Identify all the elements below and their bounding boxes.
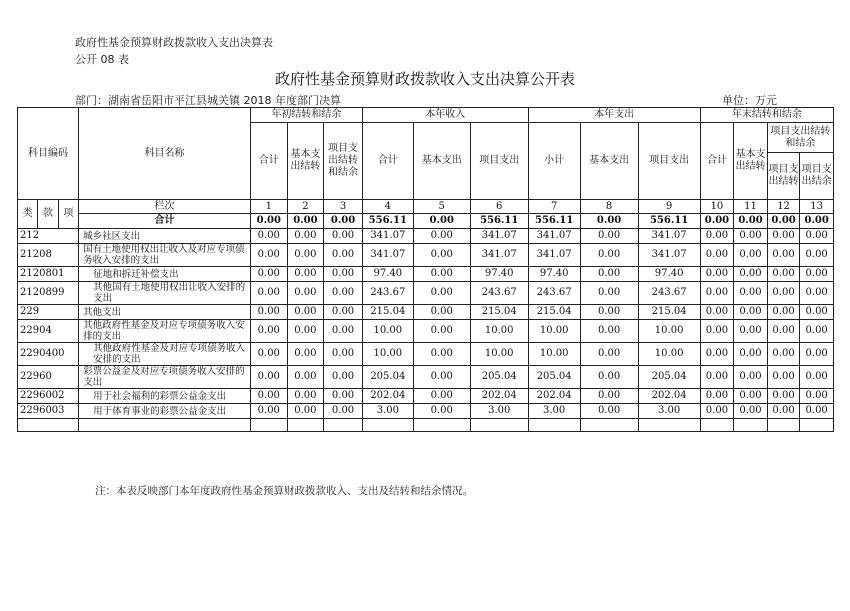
header-xiang: 项 <box>58 200 78 229</box>
amount-cell: 0.00 <box>700 267 734 282</box>
amount-cell: 0.00 <box>700 282 734 305</box>
amount-cell: 0.00 <box>324 244 363 267</box>
amount-cell: 341.07 <box>528 244 580 267</box>
amount-cell: 0.00 <box>767 267 800 282</box>
col-number: 4 <box>362 200 413 214</box>
amount-cell: 341.07 <box>362 229 413 244</box>
amount-cell: 0.00 <box>580 229 638 244</box>
table-number: 公开 08 表 <box>75 53 129 66</box>
amount-cell: 0.00 <box>324 366 363 389</box>
amount-cell: 0.00 <box>287 320 324 343</box>
amount-cell: 0.00 <box>580 282 638 305</box>
col-number: 11 <box>734 200 768 214</box>
subject-name: 国有土地使用权出让收入及对应专项债务收入安排的支出 <box>79 244 251 267</box>
final-accounts-table <box>17 107 834 432</box>
amount-cell: 341.07 <box>470 244 528 267</box>
col-number: 8 <box>580 200 638 214</box>
amount-cell: 10.00 <box>638 343 700 366</box>
subject-code: 2120801 <box>18 267 79 282</box>
amount-cell: 0.00 <box>800 267 834 282</box>
amount-cell: 0.00 <box>767 305 800 320</box>
amount-cell: 0.00 <box>324 282 363 305</box>
amount-cell: 0.00 <box>324 343 363 366</box>
table-row <box>18 244 834 267</box>
header-income-basic: 基本支出 <box>413 123 470 200</box>
amount-cell: 0.00 <box>800 404 834 419</box>
amount-cell: 0.00 <box>250 267 287 282</box>
amount-cell: 0.00 <box>800 305 834 320</box>
header-expense: 本年支出 <box>528 108 700 123</box>
amount-cell: 0.00 <box>324 229 363 244</box>
amount-cell: 0.00 <box>413 389 470 404</box>
header-end-project-group: 项目支出结转和结余 <box>767 123 833 153</box>
header-end-balance: 年末结转和结余 <box>700 108 833 123</box>
amount-cell: 0.00 <box>580 267 638 282</box>
col-number: 3 <box>324 200 363 214</box>
amount-cell: 97.40 <box>362 267 413 282</box>
col-number: 7 <box>528 200 580 214</box>
amount-cell: 0.00 <box>287 366 324 389</box>
header-begin-balance: 年初结转和结余 <box>250 108 362 123</box>
blank-row <box>18 419 834 432</box>
col-number: 1 <box>250 200 287 214</box>
subject-code: 2120899 <box>18 282 79 305</box>
amount-cell: 0.00 <box>287 229 324 244</box>
amount-cell: 202.04 <box>528 389 580 404</box>
table-row <box>18 282 834 305</box>
table-row <box>18 389 834 404</box>
amount-cell: 10.00 <box>470 320 528 343</box>
amount-cell: 0.00 <box>767 343 800 366</box>
col-number: 5 <box>413 200 470 214</box>
total-cell: 0.00 <box>700 214 734 229</box>
amount-cell: 205.04 <box>638 366 700 389</box>
subject-name: 其他支出 <box>79 305 251 320</box>
amount-cell: 0.00 <box>324 305 363 320</box>
amount-cell: 0.00 <box>580 244 638 267</box>
amount-cell: 0.00 <box>413 305 470 320</box>
unit-label: 单位：万元 <box>722 94 777 107</box>
header-income-project: 项目支出 <box>470 123 528 200</box>
amount-cell: 0.00 <box>700 305 734 320</box>
amount-cell: 0.00 <box>413 282 470 305</box>
amount-cell: 202.04 <box>638 389 700 404</box>
header-name: 科目名称 <box>79 108 251 200</box>
amount-cell: 0.00 <box>767 389 800 404</box>
amount-cell: 0.00 <box>734 244 768 267</box>
amount-cell: 0.00 <box>580 320 638 343</box>
amount-cell: 0.00 <box>287 389 324 404</box>
header-expense-subtotal: 小计 <box>528 123 580 200</box>
amount-cell: 0.00 <box>800 244 834 267</box>
amount-cell: 0.00 <box>734 343 768 366</box>
table-row <box>18 229 834 244</box>
subject-code: 22904 <box>18 320 79 343</box>
table-row <box>18 404 834 419</box>
amount-cell: 0.00 <box>287 267 324 282</box>
amount-cell: 10.00 <box>638 320 700 343</box>
col-number: 12 <box>767 200 800 214</box>
subject-name: 城乡社区支出 <box>79 229 251 244</box>
header-lanci: 栏次 <box>79 200 251 214</box>
subject-code: 212 <box>18 229 79 244</box>
amount-cell: 0.00 <box>287 404 324 419</box>
table-row <box>18 366 834 389</box>
header-end-total: 合计 <box>700 123 734 200</box>
amount-cell: 0.00 <box>734 267 768 282</box>
amount-cell: 0.00 <box>767 320 800 343</box>
col-number: 2 <box>287 200 324 214</box>
amount-cell: 0.00 <box>250 404 287 419</box>
total-cell: 0.00 <box>800 214 834 229</box>
total-cell: 0.00 <box>250 214 287 229</box>
amount-cell: 10.00 <box>528 343 580 366</box>
header-expense-project: 项目支出 <box>638 123 700 200</box>
header-begin-basic: 基本支出结转 <box>287 123 324 200</box>
amount-cell: 0.00 <box>734 305 768 320</box>
amount-cell: 205.04 <box>470 366 528 389</box>
subject-code: 21208 <box>18 244 79 267</box>
subject-code: 229 <box>18 305 79 320</box>
header-end-project-carry: 项目支出结转 <box>767 153 800 200</box>
amount-cell: 0.00 <box>250 282 287 305</box>
amount-cell: 0.00 <box>734 282 768 305</box>
header-end-basic: 基本支出结转 <box>734 123 768 200</box>
amount-cell: 0.00 <box>700 229 734 244</box>
total-cell: 0.00 <box>413 214 470 229</box>
amount-cell: 0.00 <box>250 366 287 389</box>
table-row <box>18 305 834 320</box>
subject-name: 其他政府性基金及对应专项债务收入安排的支出 <box>79 320 251 343</box>
amount-cell: 0.00 <box>250 320 287 343</box>
amount-cell: 0.00 <box>413 404 470 419</box>
amount-cell: 0.00 <box>800 366 834 389</box>
amount-cell: 0.00 <box>287 305 324 320</box>
total-cell: 556.11 <box>362 214 413 229</box>
amount-cell: 0.00 <box>800 229 834 244</box>
amount-cell: 0.00 <box>800 389 834 404</box>
total-cell: 0.00 <box>767 214 800 229</box>
amount-cell: 0.00 <box>250 389 287 404</box>
total-cell: 0.00 <box>324 214 363 229</box>
amount-cell: 10.00 <box>470 343 528 366</box>
amount-cell: 97.40 <box>470 267 528 282</box>
total-label: 合计 <box>79 214 251 229</box>
amount-cell: 243.67 <box>528 282 580 305</box>
amount-cell: 0.00 <box>250 244 287 267</box>
amount-cell: 0.00 <box>250 343 287 366</box>
amount-cell: 0.00 <box>580 404 638 419</box>
header-kuan: 款 <box>38 200 58 229</box>
amount-cell: 341.07 <box>638 229 700 244</box>
amount-cell: 0.00 <box>580 389 638 404</box>
amount-cell: 97.40 <box>638 267 700 282</box>
amount-cell: 0.00 <box>324 320 363 343</box>
amount-cell: 215.04 <box>362 305 413 320</box>
amount-cell: 0.00 <box>287 244 324 267</box>
header-begin-total: 合计 <box>250 123 287 200</box>
amount-cell: 0.00 <box>700 366 734 389</box>
amount-cell: 0.00 <box>734 320 768 343</box>
amount-cell: 341.07 <box>470 229 528 244</box>
amount-cell: 3.00 <box>528 404 580 419</box>
amount-cell: 243.67 <box>638 282 700 305</box>
amount-cell: 205.04 <box>528 366 580 389</box>
total-cell: 556.11 <box>528 214 580 229</box>
subject-code: 2290400 <box>18 343 79 366</box>
amount-cell: 3.00 <box>470 404 528 419</box>
department-label: 部门：湖南省岳阳市平江县城关镇 2018 年度部门决算 <box>75 94 341 107</box>
total-cell: 0.00 <box>734 214 768 229</box>
subject-code: 22960 <box>18 366 79 389</box>
amount-cell: 215.04 <box>528 305 580 320</box>
header-begin-project: 项目支出结转和结余 <box>324 123 363 200</box>
amount-cell: 0.00 <box>767 404 800 419</box>
amount-cell: 3.00 <box>638 404 700 419</box>
amount-cell: 97.40 <box>528 267 580 282</box>
amount-cell: 0.00 <box>767 366 800 389</box>
col-number: 9 <box>638 200 700 214</box>
amount-cell: 0.00 <box>767 282 800 305</box>
amount-cell: 243.67 <box>362 282 413 305</box>
amount-cell: 215.04 <box>638 305 700 320</box>
amount-cell: 10.00 <box>528 320 580 343</box>
amount-cell: 215.04 <box>470 305 528 320</box>
amount-cell: 0.00 <box>580 305 638 320</box>
amount-cell: 10.00 <box>362 343 413 366</box>
amount-cell: 0.00 <box>700 389 734 404</box>
header-code: 科目编码 <box>18 108 79 200</box>
amount-cell: 0.00 <box>287 282 324 305</box>
amount-cell: 3.00 <box>362 404 413 419</box>
subject-code: 2296002 <box>18 389 79 404</box>
header-lei: 类 <box>18 200 38 229</box>
col-number: 13 <box>800 200 834 214</box>
amount-cell: 0.00 <box>734 229 768 244</box>
document-title: 政府性基金预算财政拨款收入支出决算表 <box>75 36 273 49</box>
amount-cell: 341.07 <box>528 229 580 244</box>
header-end-project-surplus: 项目支出结余 <box>800 153 834 200</box>
amount-cell: 0.00 <box>413 244 470 267</box>
header-income-total: 合计 <box>362 123 413 200</box>
amount-cell: 0.00 <box>700 343 734 366</box>
table-row <box>18 343 834 366</box>
amount-cell: 0.00 <box>413 366 470 389</box>
amount-cell: 10.00 <box>362 320 413 343</box>
amount-cell: 243.67 <box>470 282 528 305</box>
subject-name: 用于体育事业的彩票公益金支出 <box>79 404 251 419</box>
header-expense-basic: 基本支出 <box>580 123 638 200</box>
amount-cell: 0.00 <box>287 343 324 366</box>
amount-cell: 0.00 <box>800 320 834 343</box>
footnote: 注：本表反映部门本年度政府性基金预算财政拨款收入、支出及结转和结余情况。 <box>95 485 473 497</box>
amount-cell: 0.00 <box>767 229 800 244</box>
amount-cell: 0.00 <box>700 404 734 419</box>
amount-cell: 202.04 <box>470 389 528 404</box>
amount-cell: 0.00 <box>413 267 470 282</box>
total-cell: 556.11 <box>470 214 528 229</box>
amount-cell: 0.00 <box>700 320 734 343</box>
amount-cell: 0.00 <box>413 229 470 244</box>
header-income: 本年收入 <box>362 108 528 123</box>
amount-cell: 0.00 <box>734 404 768 419</box>
amount-cell: 0.00 <box>700 244 734 267</box>
col-number: 6 <box>470 200 528 214</box>
table-row <box>18 320 834 343</box>
subject-name: 征地和拆迁补偿支出 <box>79 267 251 282</box>
amount-cell: 0.00 <box>734 366 768 389</box>
amount-cell: 0.00 <box>413 320 470 343</box>
amount-cell: 0.00 <box>250 229 287 244</box>
total-cell: 556.11 <box>638 214 700 229</box>
total-cell: 0.00 <box>580 214 638 229</box>
amount-cell: 205.04 <box>362 366 413 389</box>
subject-name: 彩票公益金及对应专项债务收入安排的支出 <box>79 366 251 389</box>
subject-code: 2296003 <box>18 404 79 419</box>
subject-name: 其他国有土地使用权出让收入安排的支出 <box>79 282 251 305</box>
amount-cell: 0.00 <box>800 343 834 366</box>
total-cell: 0.00 <box>287 214 324 229</box>
amount-cell: 341.07 <box>638 244 700 267</box>
total-row <box>18 214 834 229</box>
amount-cell: 0.00 <box>734 389 768 404</box>
amount-cell: 0.00 <box>413 343 470 366</box>
amount-cell: 0.00 <box>324 404 363 419</box>
amount-cell: 0.00 <box>580 343 638 366</box>
subject-name: 用于社会福利的彩票公益金支出 <box>79 389 251 404</box>
main-title: 政府性基金预算财政拨款收入支出决算公开表 <box>274 70 575 88</box>
amount-cell: 341.07 <box>362 244 413 267</box>
amount-cell: 0.00 <box>767 244 800 267</box>
subject-name: 其他政府性基金及对应专项债务收入安排的支出 <box>79 343 251 366</box>
amount-cell: 0.00 <box>580 366 638 389</box>
table-row <box>18 267 834 282</box>
amount-cell: 0.00 <box>324 267 363 282</box>
amount-cell: 0.00 <box>324 389 363 404</box>
amount-cell: 202.04 <box>362 389 413 404</box>
amount-cell: 0.00 <box>800 282 834 305</box>
col-number: 10 <box>700 200 734 214</box>
amount-cell: 0.00 <box>250 305 287 320</box>
